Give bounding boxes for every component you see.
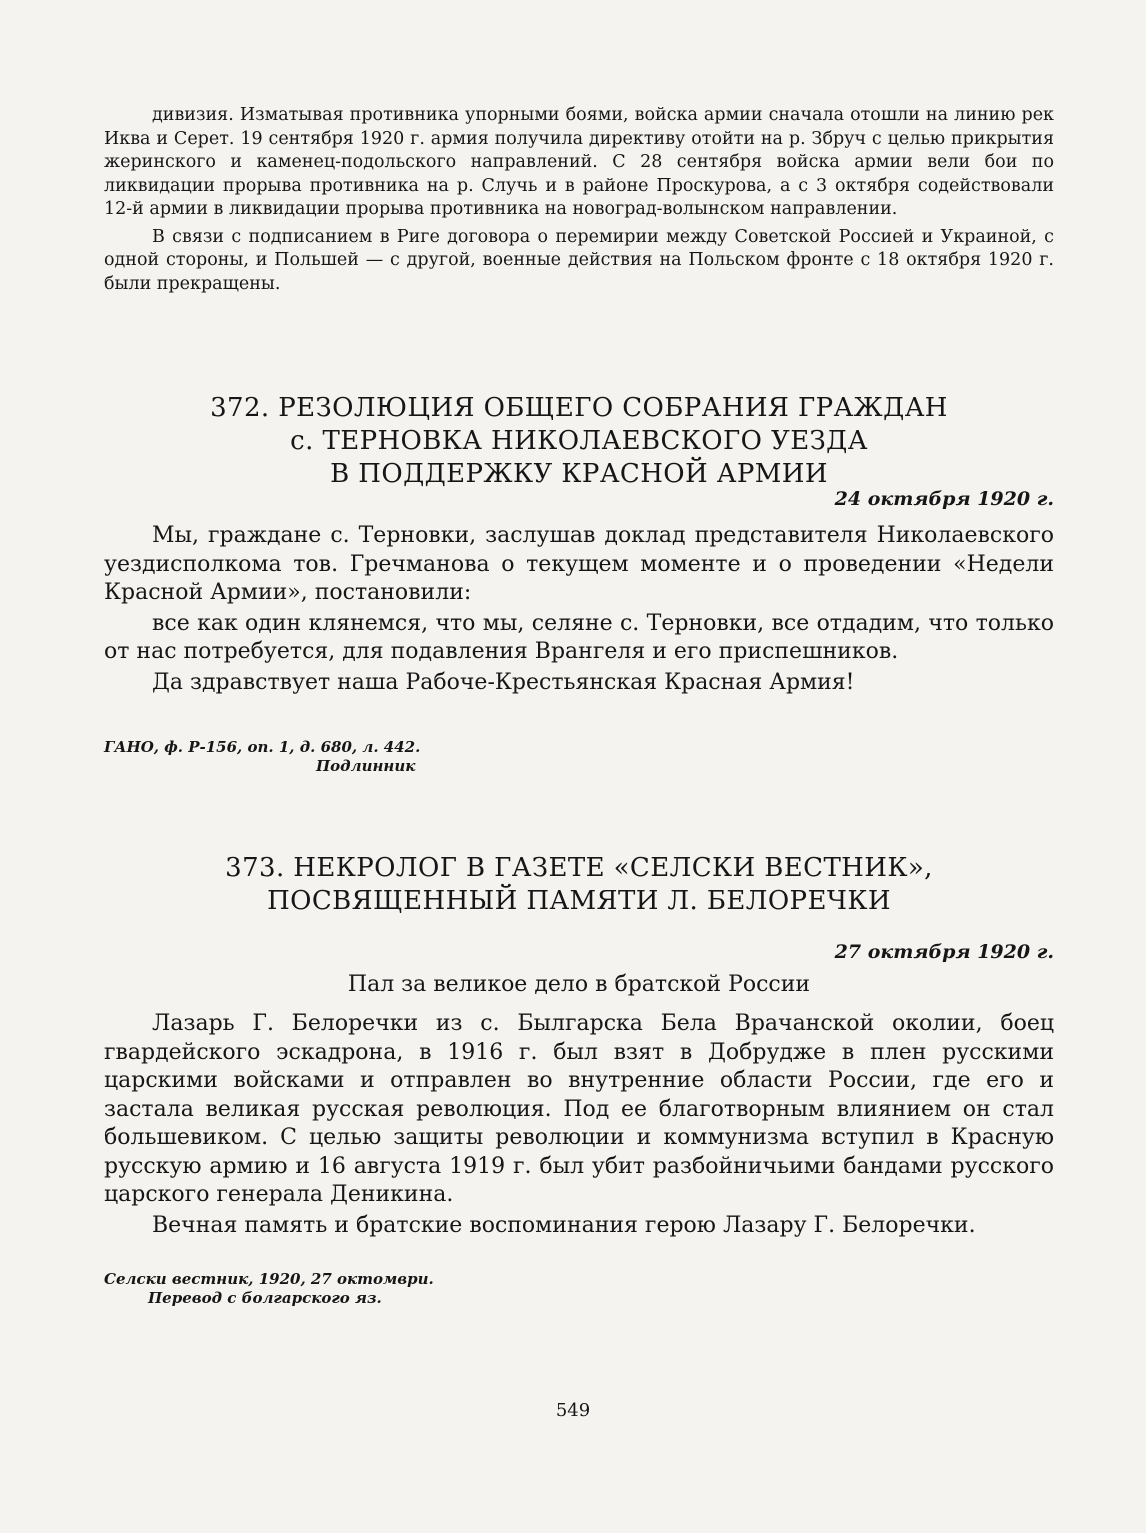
doc373-title [104,852,1054,918]
doc373-body [104,1010,1054,1240]
intro-paragraph-2: В связи с подписанием в Риге договора о перемирии между Советской Россией и Украиной, с одной стороны, и Польшей — с другой, военные действия на Польском фронте с 18 октября 1920 г. были прекращены. [104,226,1054,294]
doc372-body [104,522,1054,697]
doc373-paragraph-2: Вечная память и братские воспоминания герою Лазару Г. Белоречки. [152,1212,976,1238]
doc373-title-line2: ПОСВЯЩЕННЫЙ ПАМЯТИ Л. БЕЛОРЕЧКИ [267,886,891,916]
doc372-title-line2: с. ТЕРНОВКА НИКОЛАЕВСКОГО УЕЗДА [290,426,868,456]
doc372-original-note: Подлинник [316,757,416,775]
doc373-subtitle: Пал за великое дело в братской России [347,972,811,997]
doc372-date: 24 октября 1920 г. [834,488,1054,510]
doc372-archive-ref: ГАНО, ф. Р-156, оп. 1, д. 680, л. 442. [104,738,421,756]
doc373-paragraph-1: Лазарь Г. Белоречки из с. Былгарска Бела Врачанской околии, боец гвардейского эскадрона, в 1916 г. был взят в Добрудже в плен русскими царскими войсками и отправлен во внутренние области России, где его и застала великая русская революция. Под ее благотворным влиянием он стал большевиком. С целью защиты революции и коммунизма вступил в Красную русскую армию и 16 августа 1919 г. был убит разбойничьими бандами русского царского генерала Деникина. [104,1011,1054,1207]
doc372-title-line1: 372. РЕЗОЛЮЦИЯ ОБЩЕГО СОБРАНИЯ ГРАЖДАН [210,393,948,423]
doc372-paragraph-3: Да здравствует наша Рабоче-Крестьянская Красная Армия! [152,669,855,695]
doc373-title-line1: 373. НЕКРОЛОГ В ГАЗЕТЕ «СЕЛСКИ ВЕСТНИК», [225,853,933,883]
page-number: 549 [555,1400,591,1421]
doc373-source [104,1270,434,1308]
intro-paragraph-1: дивизия. Изматывая противника упорными боями, войска армии сначала отошли на линию рек Иква и Серет. 19 сентября 1920 г. армия получила директиву отойти на р. Збруч с целью прикрытия жеринского и каменец-подольского направлений. С 28 сентября войска армии вели бои по ликвидации прорыва противника на р. Случь и в районе Проскурова, а с 3 октября содействовали 12-й армии в ликвидации прорыва противника на новоград-волынском направлении. [104,105,1054,219]
doc372-title-line3: В ПОДДЕРЖКУ КРАСНОЙ АРМИИ [330,459,828,489]
doc372-paragraph-2: все как один клянемся, что мы, селяне с. Терновки, все отдадим, что только от нас потребуется, для подавления Врангеля и его приспешников. [104,610,1054,664]
doc372-paragraph-1: Мы, граждане с. Терновки, заслушав доклад представителя Николаевского уездисполкома тов. Гречманова о текущем моменте и о проведении «Недели Красной Армии», постановили: [104,523,1054,605]
doc373-date: 27 октября 1920 г. [834,941,1054,963]
intro-text [104,104,1054,296]
doc373-newspaper-ref: Селски вестник, 1920, 27 октомври. [104,1270,434,1288]
doc372-title [104,392,1054,491]
doc372-source [104,738,420,776]
doc373-translation-note: Перевод с болгарского яз. [148,1289,382,1307]
